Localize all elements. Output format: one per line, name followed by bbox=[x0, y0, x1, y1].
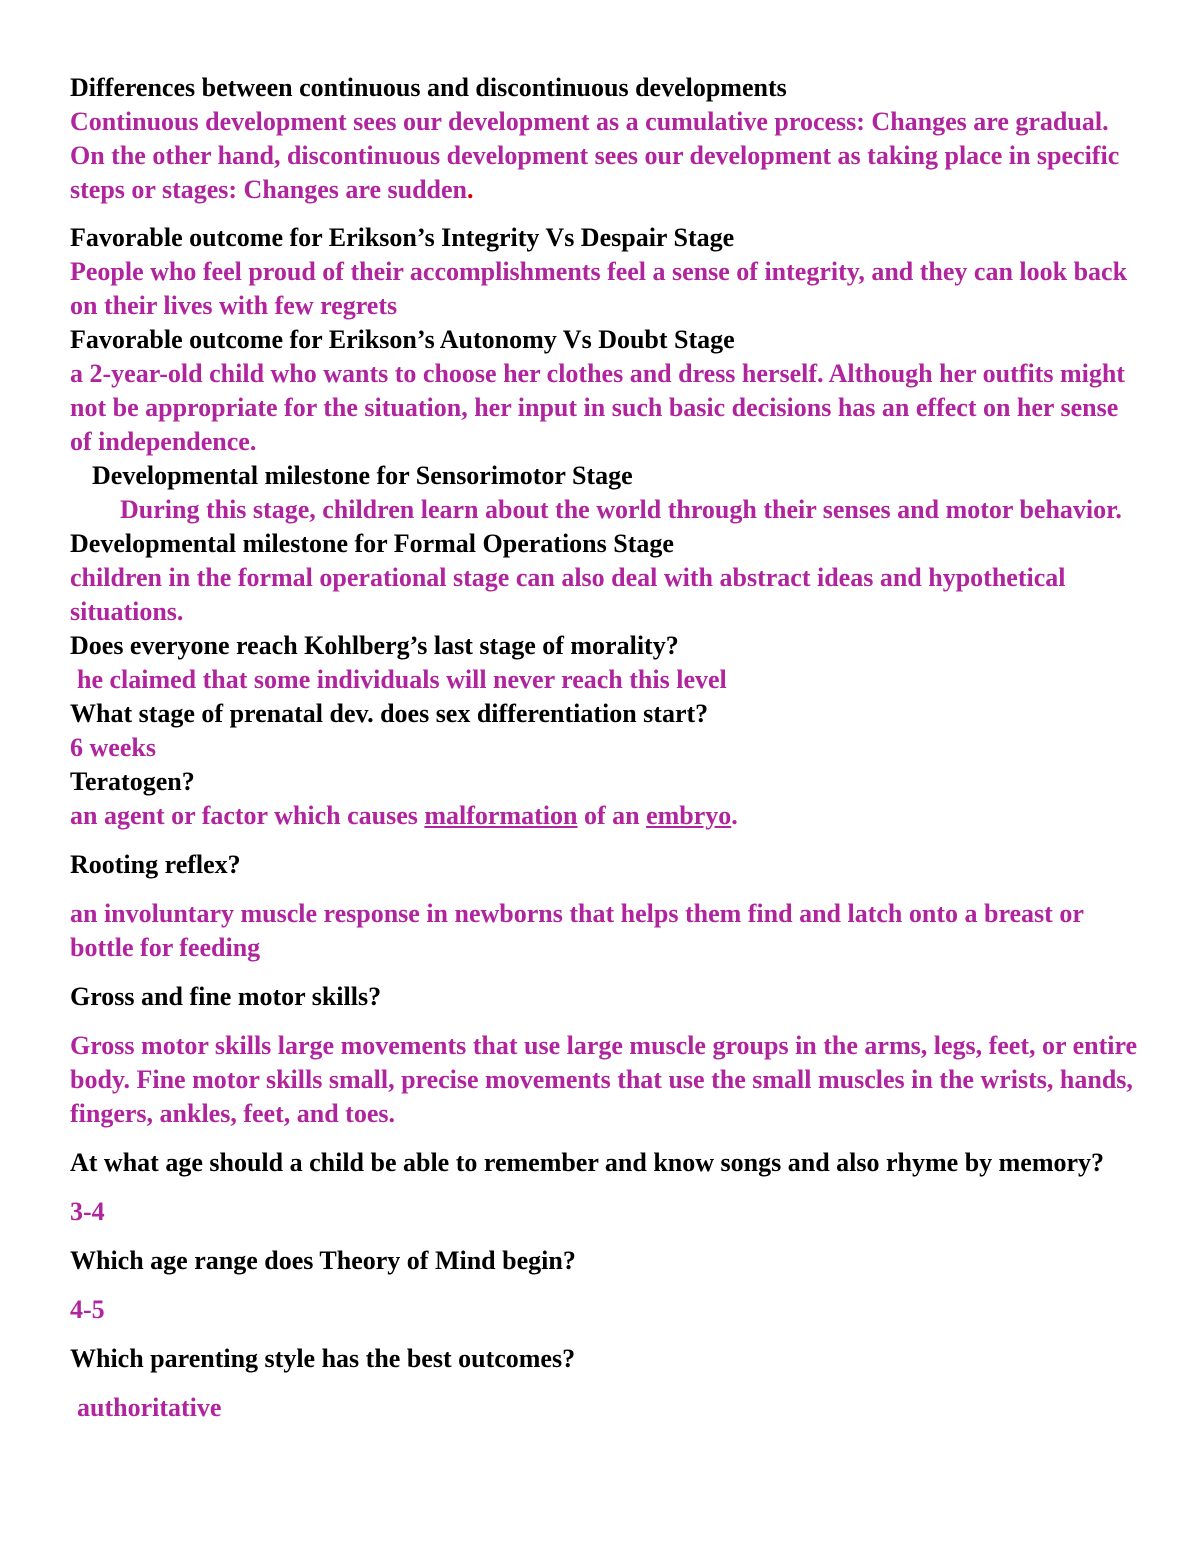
answer-text: Continuous development sees our development as a cumulative process: Changes are gradual. On the other hand, discontinuous development sees our development as taking place in specific steps or stages: Changes are sudden bbox=[70, 107, 1120, 204]
question-continuous-vs-discontinuous: Differences between continuous and discontinuous developments bbox=[70, 73, 787, 102]
question-theory-of-mind: Which age range does Theory of Mind begin? bbox=[70, 1246, 576, 1275]
answer-text-part: an agent or factor which causes bbox=[70, 801, 425, 830]
question-autonomy-vs-doubt: Favorable outcome for Erikson’s Autonomy Vs Doubt Stage bbox=[70, 325, 735, 354]
answer-integrity-vs-despair: People who feel proud of their accomplishments feel a sense of integrity, and they can look back on their lives with few regrets bbox=[70, 257, 1128, 320]
question-formal-operations: Developmental milestone for Formal Operations Stage bbox=[70, 529, 674, 558]
question-sensorimotor: Developmental milestone for Sensorimotor Stage bbox=[92, 461, 633, 490]
answer-autonomy-vs-doubt: a 2-year-old child who wants to choose her clothes and dress herself. Although her outfits might not be appropriate for the situation, her input in such basic decisions has an effect on her sense of independence. bbox=[70, 359, 1125, 456]
answer-formal-operations: children in the formal operational stage can also deal with abstract ideas and hypothetical situations. bbox=[70, 563, 1066, 626]
question-sex-differentiation: What stage of prenatal dev. does sex differentiation start? bbox=[70, 699, 709, 728]
answer-sensorimotor: During this stage, children learn about the world through their senses and motor behavior. bbox=[120, 495, 1122, 524]
answer-sex-differentiation: 6 weeks bbox=[70, 733, 156, 762]
question-rooting-reflex: Rooting reflex? bbox=[70, 850, 241, 879]
document-page bbox=[70, 71, 1145, 1425]
embryo-link[interactable]: embryo bbox=[646, 801, 732, 830]
answer-period: . bbox=[467, 175, 474, 204]
answer-songs-rhyme: 3-4 bbox=[70, 1197, 105, 1226]
answer-continuous-vs-discontinuous bbox=[70, 105, 1145, 207]
answer-theory-of-mind: 4-5 bbox=[70, 1295, 105, 1324]
question-motor-skills: Gross and fine motor skills? bbox=[70, 982, 382, 1011]
answer-teratogen bbox=[70, 799, 1145, 833]
malformation-link[interactable]: malformation bbox=[424, 801, 578, 830]
answer-text-part: of an bbox=[577, 801, 647, 830]
question-parenting-style: Which parenting style has the best outcomes? bbox=[70, 1344, 576, 1373]
answer-motor-skills: Gross motor skills large movements that use large muscle groups in the arms, legs, feet, or entire body. Fine motor skills small, precise movements that use the small muscles in the wrists, hands, fingers, ankles, feet, and toes. bbox=[70, 1031, 1138, 1128]
answer-parenting-style: authoritative bbox=[77, 1393, 222, 1422]
question-songs-rhyme: At what age should a child be able to remember and know songs and also rhyme by memory? bbox=[70, 1148, 1105, 1177]
answer-kohlberg: he claimed that some individuals will never reach this level bbox=[77, 665, 727, 694]
question-integrity-vs-despair: Favorable outcome for Erikson’s Integrity Vs Despair Stage bbox=[70, 223, 735, 252]
answer-text-part: . bbox=[731, 801, 738, 830]
question-kohlberg: Does everyone reach Kohlberg’s last stage of morality? bbox=[70, 631, 679, 660]
answer-rooting-reflex: an involuntary muscle response in newborns that helps them find and latch onto a breast or bottle for feeding bbox=[70, 899, 1084, 962]
question-teratogen: Teratogen? bbox=[70, 767, 195, 796]
